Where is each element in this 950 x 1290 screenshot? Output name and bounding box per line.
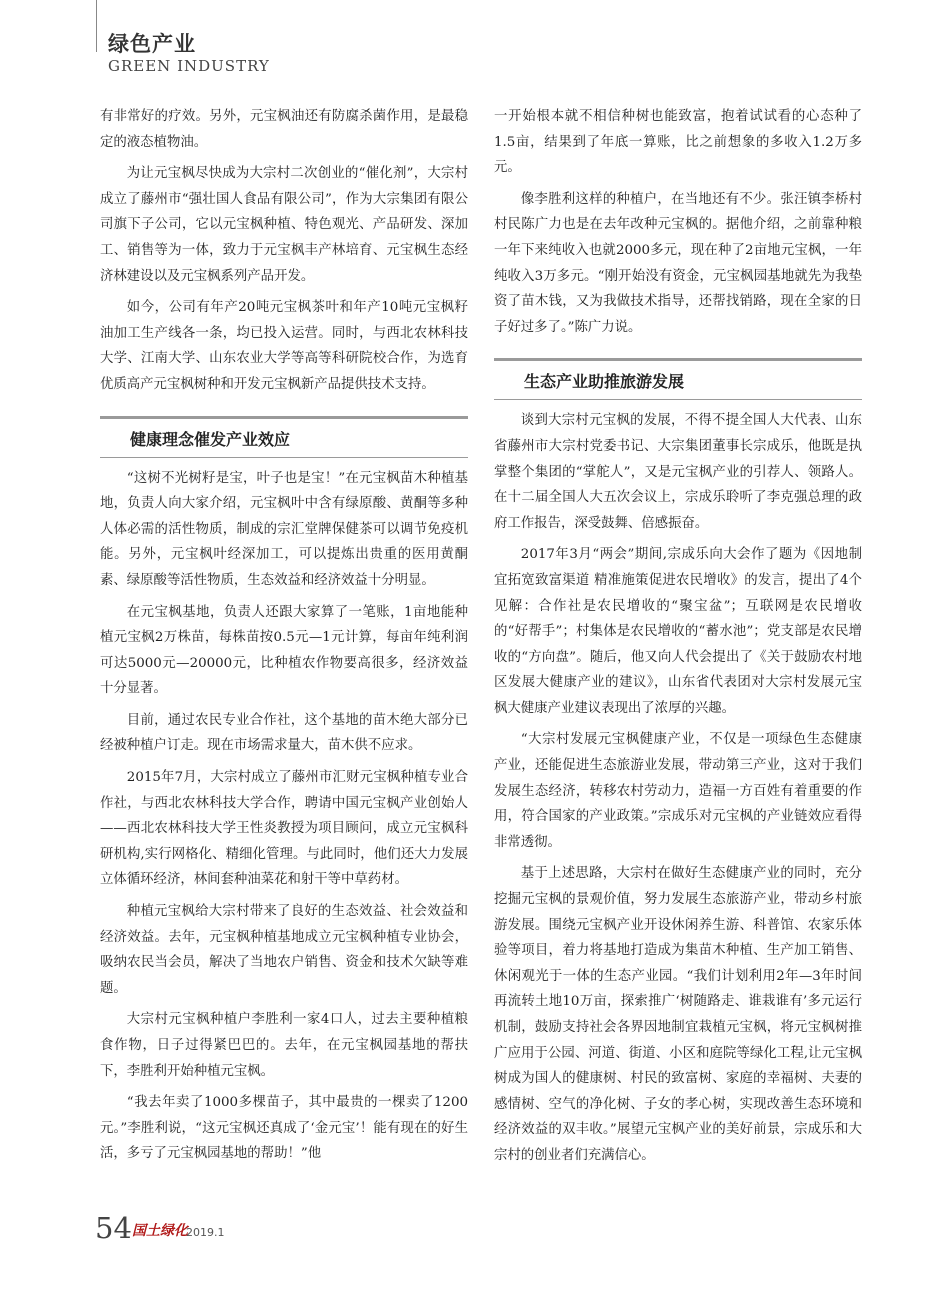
left-column — [100, 104, 468, 1173]
paragraph: 谈到大宗村元宝枫的发展，不得不提全国人大代表、山东省藤州市大宗村党委书记、大宗集团董事长宗成乐，他既是执掌整个集团的“掌舵人”，又是元宝枫产业的引荐人、领路人。在十二届全国人大五次会议上，宗成乐聆听了李克强总理的政府工作报告，深受鼓舞、倍感振奋。 — [494, 413, 862, 531]
section-header-en: GREEN INDUSTRY — [108, 57, 270, 75]
section-heading-tourism: 生态产业助推旅游发展 — [524, 372, 685, 392]
paragraph: 2017年3月“两会”期间,宗成乐向大会作了题为《因地制宜拓宽致富渠道 精准施策促进农民增收》的发言，提出了4个见解：合作社是农民增收的“聚宝盆”；互联网是农民增收的“好帮手”；村集体是农民增收的“蓄水池”；党支部是农民增收的“方向盘”。随后，他又向人代会提出了《关于鼓励农村地区发展大健康产业的建议》，山东省代表团对大宗村发展元宝枫大健康产业建议表现出了浓厚的兴趣。 — [494, 547, 862, 716]
page-number: 54 — [95, 1211, 132, 1245]
paragraph: 种植元宝枫给大宗村带来了良好的生态效益、社会效益和经济效益。去年，元宝枫种植基地成立元宝枫种植专业协会，吸纳农民当会员，解决了当地农户销售、资金和技术欠缺等难题。 — [100, 904, 468, 996]
paragraph: 大宗村元宝枫种植户李胜利一家4口人，过去主要种植粮食作物，日子过得紧巴巴的。去年，在元宝枫园基地的帮扶下，李胜利开始种植元宝枫。 — [100, 1012, 468, 1079]
paragraph: “这树不光树籽是宝，叶子也是宝！”在元宝枫苗木种植基地，负责人向大家介绍，元宝枫叶中含有绿原酸、黄酮等多种人体必需的活性物质，制成的宗汇堂牌保健茶可以调节免疫机能。另外，元宝枫叶经深加工，可以提炼出贵重的医用黄酮素、绿原酸等活性物质，生态效益和经济效益十分明显。 — [100, 470, 468, 588]
paragraph: 有非常好的疗效。另外，元宝枫油还有防腐杀菌作用，是最稳定的液态植物油。 — [100, 109, 468, 150]
paragraph: 为让元宝枫尽快成为大宗村二次创业的“催化剂”，大宗村成立了藤州市“强壮国人食品有限公司”，作为大宗集团有限公司旗下子公司，它以元宝枫种植、特色观光、产品研发、深加工、销售等为一体，致力于元宝枫丰产林培育、元宝枫生态经济林建设以及元宝枫系列产品开发。 — [100, 166, 468, 284]
paragraph: “我去年卖了1000多棵苗子，其中最贵的一棵卖了1200元。”李胜利说，“这元宝枫还真成了‘金元宝’！能有现在的好生活，多亏了元宝枫园基地的帮助！”他 — [100, 1095, 468, 1162]
paragraph: 一开始根本就不相信种树也能致富，抱着试试看的心态种了1.5亩，结果到了年底一算账，比之前想象的多收入1.2万多元。 — [494, 109, 862, 176]
right-column — [494, 104, 862, 1175]
section-underline — [494, 399, 862, 400]
paragraph: 2015年7月，大宗村成立了藤州市汇财元宝枫种植专业合作社，与西北农林科技大学合作，聘请中国元宝枫产业创始人——西北农林科技大学王性炎教授为项目顾问，成立元宝枫科研机构,实行网格化、精细化管理。与此同时，他们还大力发展立体循环经济，林间套种油菜花和射干等中草药材。 — [100, 770, 468, 888]
section-header-cn: 绿色产业 — [108, 31, 196, 56]
paragraph: 基于上述思路，大宗村在做好生态健康产业的同时，充分挖掘元宝枫的景观价值，努力发展生态旅游产业，带动乡村旅游发展。围绕元宝枫产业开设休闲养生游、科普馆、农家乐体验等项目，着力将基地打造成为集苗木种植、生产加工销售、休闲观光于一体的生态产业园。“我们计划利用2年—3年时间再流转土地10万亩，探索推广‘树随路走、谁栽谁有’多元运行机制，鼓励支持社会各界因地制宜栽植元宝枫，将元宝枫树推广应用于公园、河道、街道、小区和庭院等绿化工程,让元宝枫树成为国人的健康树、村民的致富树、家庭的幸福树、夫妻的感情树、空气的净化树、子女的孝心树，实现改善生态环境和经济效益的双丰收。”展望元宝枫产业的美好前景，宗成乐和大宗村的创业者们充满信心。 — [494, 866, 862, 1163]
section-heading-health: 健康理念催发产业效应 — [130, 429, 291, 449]
magazine-logo: 国土绿化 — [132, 1223, 188, 1239]
paragraph: “大宗村发展元宝枫健康产业，不仅是一项绿色生态健康产业，还能促进生态旅游业发展，带动第三产业，这对于我们发展生态经济，转移农村劳动力，造福一方百姓有着重要的作用，符合国家的产业政策。”宗成乐对元宝枫的产业链效应看得非常透彻。 — [494, 732, 862, 850]
paragraph: 在元宝枫基地，负责人还跟大家算了一笔账，1亩地能种植元宝枫2万株苗，每株苗按0.5元—1元计算，每亩年纯利润可达5000元—20000元，比种植农作物要高很多，经济效益十分显著。 — [100, 604, 468, 697]
issue-date: 2019.1 — [186, 1226, 225, 1239]
paragraph: 如今，公司有年产20吨元宝枫茶叶和年产10吨元宝枫籽油加工生产线各一条，均已投入运营。同时，与西北农林科技大学、江南大学、山东农业大学等高等科研院校合作，为选育优质高产元宝枫树种和开发元宝枫新产品提供技术支持。 — [100, 300, 468, 392]
paragraph: 目前，通过农民专业合作社，这个基地的苗木绝大部分已经被种植户订走。现在市场需求量大，苗木供不应求。 — [100, 712, 468, 754]
paragraph: 像李胜利这样的种植户，在当地还有不少。张汪镇李桥村村民陈广力也是在去年改种元宝枫的。据他介绍，之前靠种粮一年下来纯收入也就2000多元，现在种了2亩地元宝枫，一年纯收入3万多元。“刚开始没有资金，元宝枫园基地就先为我垫资了苗木钱，又为我做技术指导，还帮找销路，现在全家的日子好过多了。”陈广力说。 — [494, 191, 862, 335]
section-underline — [100, 457, 468, 458]
header-divider — [96, 0, 97, 52]
